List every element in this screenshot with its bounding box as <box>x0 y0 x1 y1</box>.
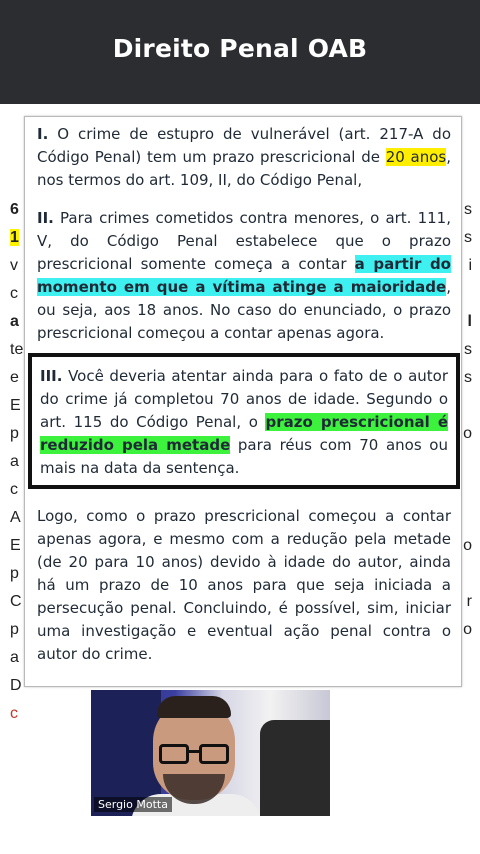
webcam-video <box>91 690 330 816</box>
paragraph-ii: II. Para crimes cometidos contra menores, o art. 111, V, do Código Penal estabelece que o prazo prescricional somente começa a contar a partir do momento em que a vítima atinge a maioridade, ou seja, aos 18 anos. No caso do enunciado, o prazo prescricional começou a contar apenas agora. <box>37 209 451 342</box>
highlight-maioridade: a partir do momento em que a vítima atinge a maioridade <box>37 255 451 296</box>
answer-panel <box>24 116 462 687</box>
background-right-edge: s s i l s s o o r o <box>463 201 472 638</box>
paragraph-iii: III. Você deveria atentar ainda para o fato de o autor do crime já completou 70 anos de idade. Segundo o art. 115 do Código Penal, o prazo prescricional é reduzido pela metade para réus com 70 anos ou mais na data da sentença. <box>40 367 448 477</box>
emphasis-box <box>28 353 460 489</box>
presenter-name-tag: Sergio Motta <box>94 797 172 812</box>
paragraph-conclusion: Logo, como o prazo prescricional começou a contar apenas agora, e mesmo com a redução pela metade (de 20 para 10 anos) devido à idade do autor, ainda há um prazo de 10 anos para que seja iniciada a persecução penal. Concluindo, é possível, sim, iniciar uma investigação e eventual ação penal contra o autor do crime. <box>37 507 451 663</box>
page-title: Direito Penal OAB <box>112 34 368 63</box>
paragraph-i: I. O crime de estupro de vulnerável (art. 217-A do Código Penal) tem um prazo prescricional de 20 anos, nos termos do art. 109, II, do Código Penal, <box>37 125 451 189</box>
glasses-bridge <box>189 750 199 753</box>
background-left-edge: 6 1 v c a te e E p a c A E p C p a D c <box>10 201 24 722</box>
header-bar <box>0 0 480 104</box>
glasses-lens-right <box>199 744 229 764</box>
glasses-icon <box>159 744 189 764</box>
highlight-reduzido: prazo prescricional é reduzido pela metade <box>40 413 448 454</box>
chair <box>260 720 330 816</box>
presenter-hair <box>157 696 231 718</box>
highlight-20-anos: 20 anos <box>385 148 447 166</box>
